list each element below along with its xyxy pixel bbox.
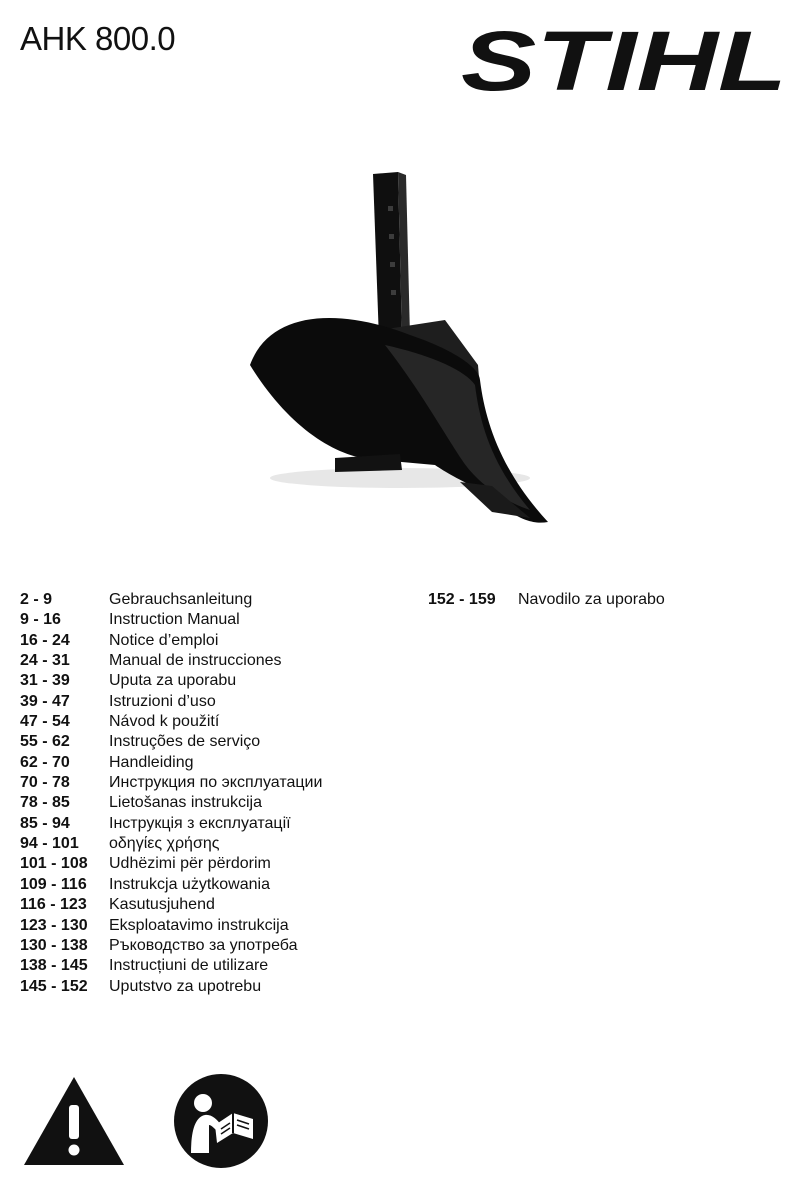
toc-language: Instrucțiuni de utilizare [109,957,269,975]
toc-row [20,895,322,915]
toc-language: Instrukcja użytkowania [109,875,270,893]
toc-pages: 101 - 108 [20,855,88,873]
toc-row [20,854,322,874]
toc-language: Ръководство за употреба [109,936,298,954]
toc-language: Инструкция по эксплуатации [109,774,323,792]
toc-pages: 16 - 24 [20,631,70,649]
toc-language: Instruction Manual [109,611,240,629]
toc-language: Eksploatavimo instrukcija [109,916,289,934]
toc-row [428,590,665,610]
plough-attachment-image [230,160,570,540]
toc-row [20,590,322,610]
toc-language: Gebrauchsanleitung [109,591,253,608]
toc-row [20,916,322,936]
toc-row [20,936,322,956]
toc-language: Uputstvo za upotrebu [109,977,262,995]
toc-row [20,631,322,651]
svg-text:STIHL: STIHL [461,22,787,98]
toc-pages: 47 - 54 [20,713,70,731]
toc-pages: 39 - 47 [20,692,70,710]
toc-row [20,875,322,895]
toc-right-column [428,590,665,610]
toc-language: Uputa za uporabu [109,672,237,690]
toc-row [20,814,322,834]
toc-pages: 85 - 94 [20,814,70,832]
toc-language: Istruzioni d’uso [109,692,216,710]
toc-pages: 24 - 31 [20,652,70,670]
toc-pages: 2 - 9 [20,591,53,608]
toc-pages: 138 - 145 [20,957,88,975]
toc-row [20,834,322,854]
toc-language: Udhëzimi për përdorim [109,855,271,873]
toc-language: Návod k použití [109,713,220,731]
toc-language: Notice d’emploi [109,631,219,649]
toc-left-column [20,590,322,997]
toc-row [20,793,322,813]
toc-pages: 109 - 116 [20,875,87,893]
toc-language: Manual de instrucciones [109,652,282,670]
toc-row [20,610,322,630]
toc-pages: 31 - 39 [20,672,70,690]
toc-row [20,732,322,752]
toc-language: Instruções de serviço [109,733,261,751]
toc-language: Handleiding [109,753,194,771]
stihl-logo [456,22,792,98]
toc-row [20,671,322,691]
toc-row [20,692,322,712]
toc-pages: 130 - 138 [20,936,88,954]
toc-language: οδηγίες χρήσης [109,835,220,853]
toc-pages: 70 - 78 [20,774,70,792]
toc-row [20,753,322,773]
toc-row [20,712,322,732]
toc-row [20,977,322,997]
toc-row [20,651,322,671]
toc-pages: 116 - 123 [20,896,87,914]
toc-pages: 145 - 152 [20,977,88,995]
toc-language: Navodilo za uporabo [518,591,665,608]
toc-pages: 94 - 101 [20,835,79,853]
toc-pages: 78 - 85 [20,794,70,812]
toc-language: Lietošanas instrukcija [109,794,262,812]
toc-pages: 62 - 70 [20,753,70,771]
toc-row [20,773,322,793]
model-title: AHK 800.0 [20,20,176,57]
toc-pages: 123 - 130 [20,916,88,934]
toc-pages: 9 - 16 [20,611,61,629]
warning-triangle-icon [22,1075,126,1167]
toc-language: Інструкція з експлуатації [109,814,291,832]
toc-pages: 152 - 159 [428,591,496,608]
toc-pages: 55 - 62 [20,733,70,751]
toc-language: Kasutusjuhend [109,896,215,914]
read-manual-icon [173,1073,269,1169]
toc-row [20,956,322,976]
